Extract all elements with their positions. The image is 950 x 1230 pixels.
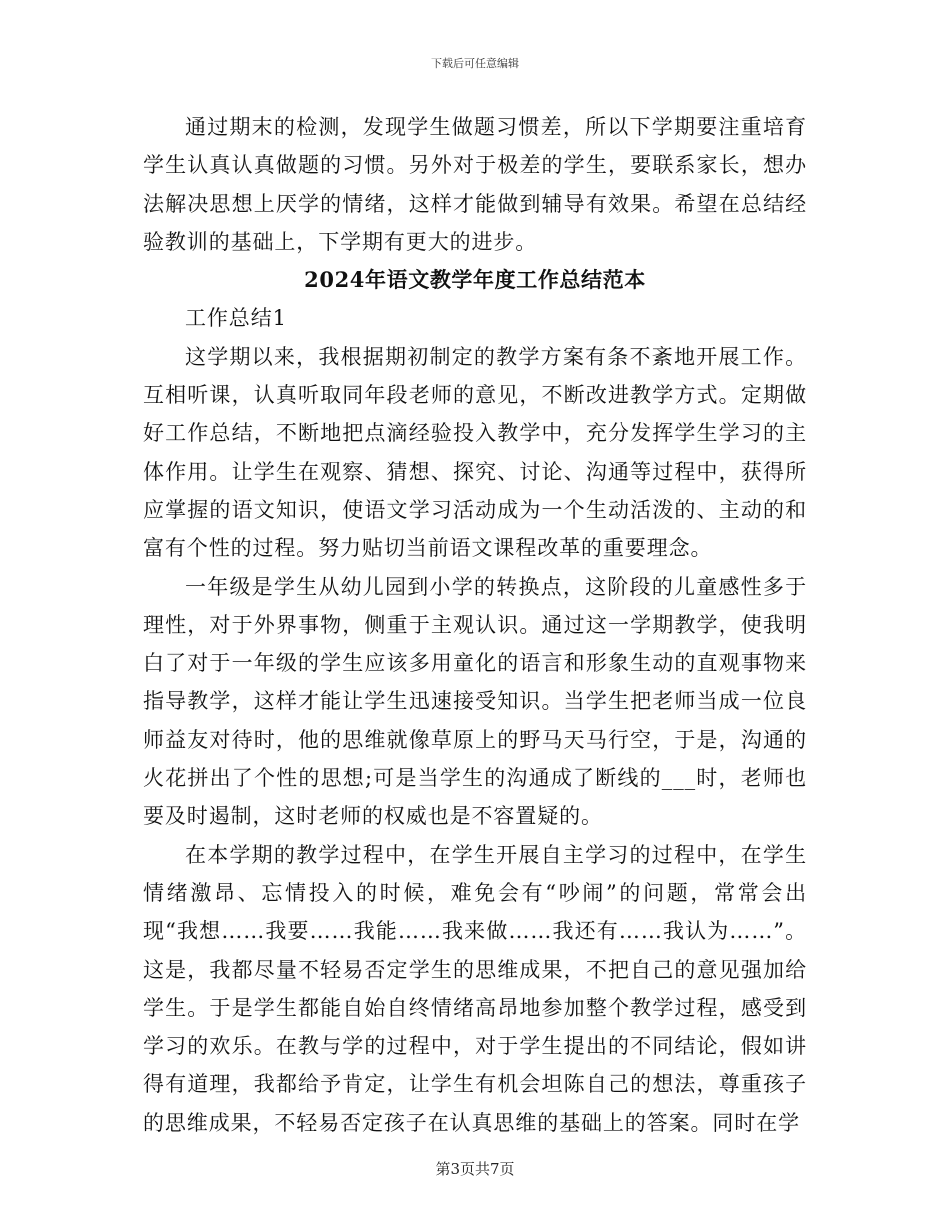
body-paragraph-2: 一年级是学生从幼儿园到小学的转换点，这阶段的儿童感性多于理性，对于外界事物，侧重于主观认识。通过这一学期教学，使我明白了对于一年级的学生应该多用童化的语言和形象生动的直观事物来指导教学，这样才能让学生迅速接受知识。当学生把老师当成一位良师益友对待时，他的思维就像草原上的野马天马行空，于是，沟通的火花拼出了个性的思想;可是当学生的沟通成了断线的___时，老师也要及时遏制，这时老师的权威也是不容置疑的。 bbox=[143, 574, 807, 829]
body-paragraph-3: 在本学期的教学过程中，在学生开展自主学习的过程中，在学生情绪激昂、忘情投入的时候，难免会有“吵闹”的问题，常常会出现“我想……我要……我能……我来做……我还有……我认为……”。这是，我都尽量不轻易否定学生的思维成果，不把自己的意见强加给学生。于是学生都能自始自终情绪高昂地参加整个教学过程，感受到学习的欢乐。在教与学的过程中，对于学生提出的不同结论，假如讲得有道理，我都给予肯定，让学生有机会坦陈自己的想法，尊重孩子的思维成果，不轻易否定孩子在认真思维的基础上的答案。同时在学 bbox=[143, 842, 807, 1135]
header-note: 下载后可任意编辑 bbox=[431, 57, 519, 70]
section-label: 工作总结1 bbox=[185, 306, 287, 331]
intro-paragraph: 通过期末的检测，发现学生做题习惯差，所以下学期要注重培育学生认真认真做题的习惯。另外对于极差的学生，要联系家长，想办法解决思想上厌学的情绪，这样才能做到辅导有效果。希望在总结经验教训的基础上，下学期有更大的进步。 bbox=[143, 115, 807, 254]
document-body bbox=[143, 108, 807, 1142]
document-title: 2024年语文教学年度工作总结范本 bbox=[304, 267, 646, 293]
page-indicator: 第3页共7页 bbox=[435, 1160, 515, 1178]
body-paragraph-1: 这学期以来，我根据期初制定的教学方案有条不紊地开展工作。互相听课，认真听取同年段老师的意见，不断改进教学方式。定期做好工作总结，不断地把点滴经验投入教学中，充分发挥学生学习的主体作用。让学生在观察、猜想、探究、讨论、沟通等过程中，获得所应掌握的语文知识，使语文学习活动成为一个生动活泼的、主动的和富有个性的过程。努力贴切当前语文课程改革的重要理念。 bbox=[143, 344, 807, 561]
